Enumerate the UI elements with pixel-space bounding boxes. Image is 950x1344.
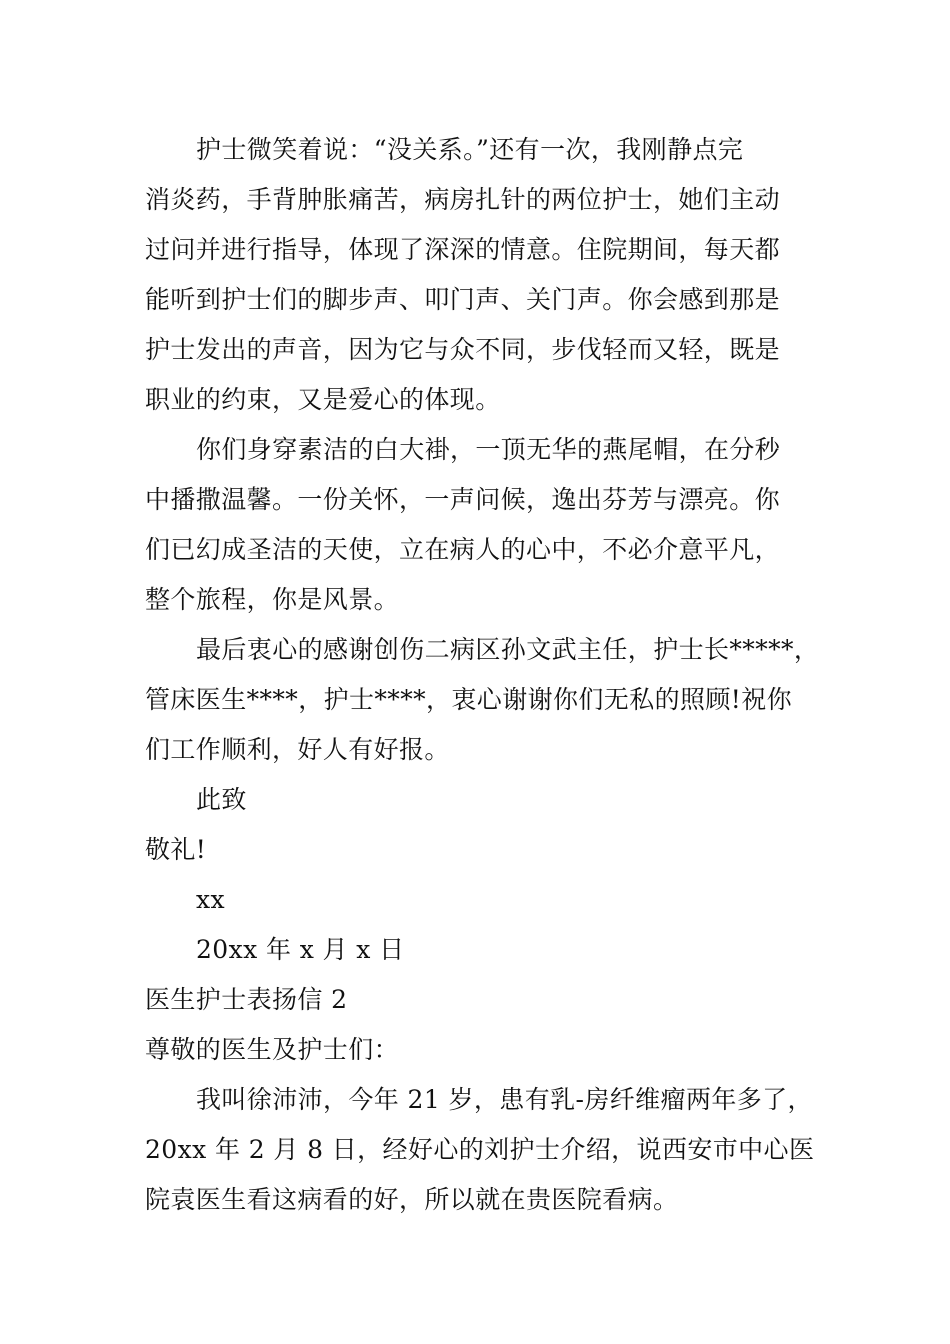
text-line: 们已幻成圣洁的天使，立在病人的心中，不必介意平凡，	[145, 535, 781, 564]
text-line: 20xx 年 2 月 8 日，经好心的刘护士介绍，说西安市中心医	[145, 1135, 815, 1164]
text-line: 整个旅程，你是风景。	[145, 585, 400, 614]
text-line: 护士发出的声音，因为它与众不同，步伐轻而又轻，既是	[145, 335, 781, 364]
section-title: 医生护士表扬信 2	[145, 985, 348, 1014]
text-line: 我叫徐沛沛，今年 21 岁，患有乳-房纤维瘤两年多了，	[196, 1085, 813, 1114]
text-line: 管床医生****，护士****，衷心谢谢你们无私的照顾!祝你	[145, 685, 793, 714]
text-line: 职业的约束，又是爱心的体现。	[145, 385, 501, 414]
signature-name: xx	[196, 885, 225, 914]
text-line: 能听到护士们的脚步声、叩门声、关门声。你会感到那是	[145, 285, 781, 314]
text-line: 你们身穿素洁的白大褂，一顶无华的燕尾帽，在分秒	[196, 435, 781, 464]
letter-greeting: 尊敬的医生及护士们：	[145, 1035, 400, 1064]
text-line: 护士微笑着说：“没关系。”还有一次，我刚静点完	[196, 135, 744, 164]
text-line: 过问并进行指导，体现了深深的情意。住院期间，每天都	[145, 235, 781, 264]
text-line: 们工作顺利，好人有好报。	[145, 735, 450, 764]
text-line: 中播撒温馨。一份关怀，一声问候，逸出芬芳与漂亮。你	[145, 485, 781, 514]
closing-respect: 敬礼!	[145, 835, 207, 864]
closing-salutation: 此致	[196, 785, 247, 814]
text-line: 最后衷心的感谢创伤二病区孙文武主任，护士长*****，	[196, 635, 820, 664]
text-line: 院袁医生看这病看的好，所以就在贵医院看病。	[145, 1185, 679, 1214]
signature-date: 20xx 年 x 月 x 日	[196, 935, 405, 964]
text-line: 消炎药，手背肿胀痛苦，病房扎针的两位护士，她们主动	[145, 185, 781, 214]
